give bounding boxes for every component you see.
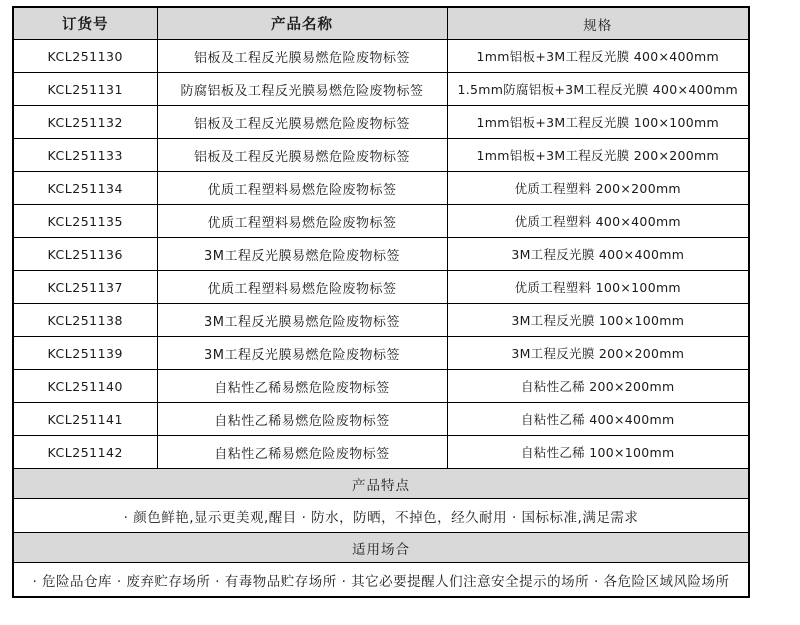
table-row xyxy=(13,73,749,106)
table-row xyxy=(13,172,749,205)
occasions-text: · 危险品仓库 · 废弃贮存场所 · 有毒物品贮存场所 · 其它必要提醒人们注意安全提示的场所 · 各危险区域风险场所 xyxy=(13,563,749,598)
order-no-cell: KCL251141 xyxy=(13,403,157,436)
product-name-cell: 自粘性乙稀易燃危险废物标签 xyxy=(157,370,447,403)
spec-cell: 1.5mm防腐铝板+3M工程反光膜 400×400mm xyxy=(447,73,749,106)
product-name-cell: 铝板及工程反光膜易燃危险废物标签 xyxy=(157,40,447,73)
table-row xyxy=(13,337,749,370)
column-header-spec: 规格 xyxy=(447,7,749,40)
spec-cell: 优质工程塑料 400×400mm xyxy=(447,205,749,238)
order-no-cell: KCL251136 xyxy=(13,238,157,271)
occasions-section-row xyxy=(13,533,749,563)
table-row xyxy=(13,370,749,403)
product-name-cell: 铝板及工程反光膜易燃危险废物标签 xyxy=(157,139,447,172)
table-row xyxy=(13,436,749,469)
order-no-cell: KCL251131 xyxy=(13,73,157,106)
spec-cell: 3M工程反光膜 200×200mm xyxy=(447,337,749,370)
order-no-cell: KCL251130 xyxy=(13,40,157,73)
product-name-cell: 铝板及工程反光膜易燃危险废物标签 xyxy=(157,106,447,139)
spec-cell: 1mm铝板+3M工程反光膜 400×400mm xyxy=(447,40,749,73)
column-header-product-name: 产品名称 xyxy=(157,7,447,40)
product-name-cell: 自粘性乙稀易燃危险废物标签 xyxy=(157,403,447,436)
order-no-cell: KCL251132 xyxy=(13,106,157,139)
features-section-header: 产品特点 xyxy=(13,469,749,499)
table-row xyxy=(13,238,749,271)
product-name-cell: 优质工程塑料易燃危险废物标签 xyxy=(157,172,447,205)
spec-cell: 3M工程反光膜 100×100mm xyxy=(447,304,749,337)
table-row xyxy=(13,106,749,139)
spec-cell: 3M工程反光膜 400×400mm xyxy=(447,238,749,271)
column-header-order-no: 订货号 xyxy=(13,7,157,40)
order-no-cell: KCL251137 xyxy=(13,271,157,304)
order-no-cell: KCL251142 xyxy=(13,436,157,469)
features-text-row xyxy=(13,499,749,533)
spec-cell: 优质工程塑料 200×200mm xyxy=(447,172,749,205)
features-text: · 颜色鲜艳,显示更美观,醒目 · 防水，防晒，不掉色，经久耐用 · 国标标准,满足需求 xyxy=(13,499,749,533)
order-no-cell: KCL251138 xyxy=(13,304,157,337)
table-row xyxy=(13,403,749,436)
product-name-cell: 自粘性乙稀易燃危险废物标签 xyxy=(157,436,447,469)
spec-cell: 自粘性乙稀 400×400mm xyxy=(447,403,749,436)
table-footer-sections xyxy=(13,469,749,598)
table-row xyxy=(13,304,749,337)
table-row xyxy=(13,271,749,304)
order-no-cell: KCL251140 xyxy=(13,370,157,403)
order-no-cell: KCL251139 xyxy=(13,337,157,370)
product-name-cell: 3M工程反光膜易燃危险废物标签 xyxy=(157,337,447,370)
table-row xyxy=(13,205,749,238)
spec-cell: 1mm铝板+3M工程反光膜 100×100mm xyxy=(447,106,749,139)
features-section-row xyxy=(13,469,749,499)
occasions-section-header: 适用场合 xyxy=(13,533,749,563)
product-spec-table xyxy=(12,6,750,598)
table-header-row xyxy=(13,7,749,40)
table-row xyxy=(13,139,749,172)
product-name-cell: 防腐铝板及工程反光膜易燃危险废物标签 xyxy=(157,73,447,106)
table-row xyxy=(13,40,749,73)
product-name-cell: 3M工程反光膜易燃危险废物标签 xyxy=(157,238,447,271)
spec-cell: 自粘性乙稀 100×100mm xyxy=(447,436,749,469)
table-body xyxy=(13,40,749,469)
spec-cell: 优质工程塑料 100×100mm xyxy=(447,271,749,304)
spec-cell: 自粘性乙稀 200×200mm xyxy=(447,370,749,403)
order-no-cell: KCL251135 xyxy=(13,205,157,238)
product-name-cell: 优质工程塑料易燃危险废物标签 xyxy=(157,205,447,238)
product-name-cell: 优质工程塑料易燃危险废物标签 xyxy=(157,271,447,304)
spec-cell: 1mm铝板+3M工程反光膜 200×200mm xyxy=(447,139,749,172)
order-no-cell: KCL251133 xyxy=(13,139,157,172)
occasions-text-row xyxy=(13,563,749,598)
product-name-cell: 3M工程反光膜易燃危险废物标签 xyxy=(157,304,447,337)
order-no-cell: KCL251134 xyxy=(13,172,157,205)
